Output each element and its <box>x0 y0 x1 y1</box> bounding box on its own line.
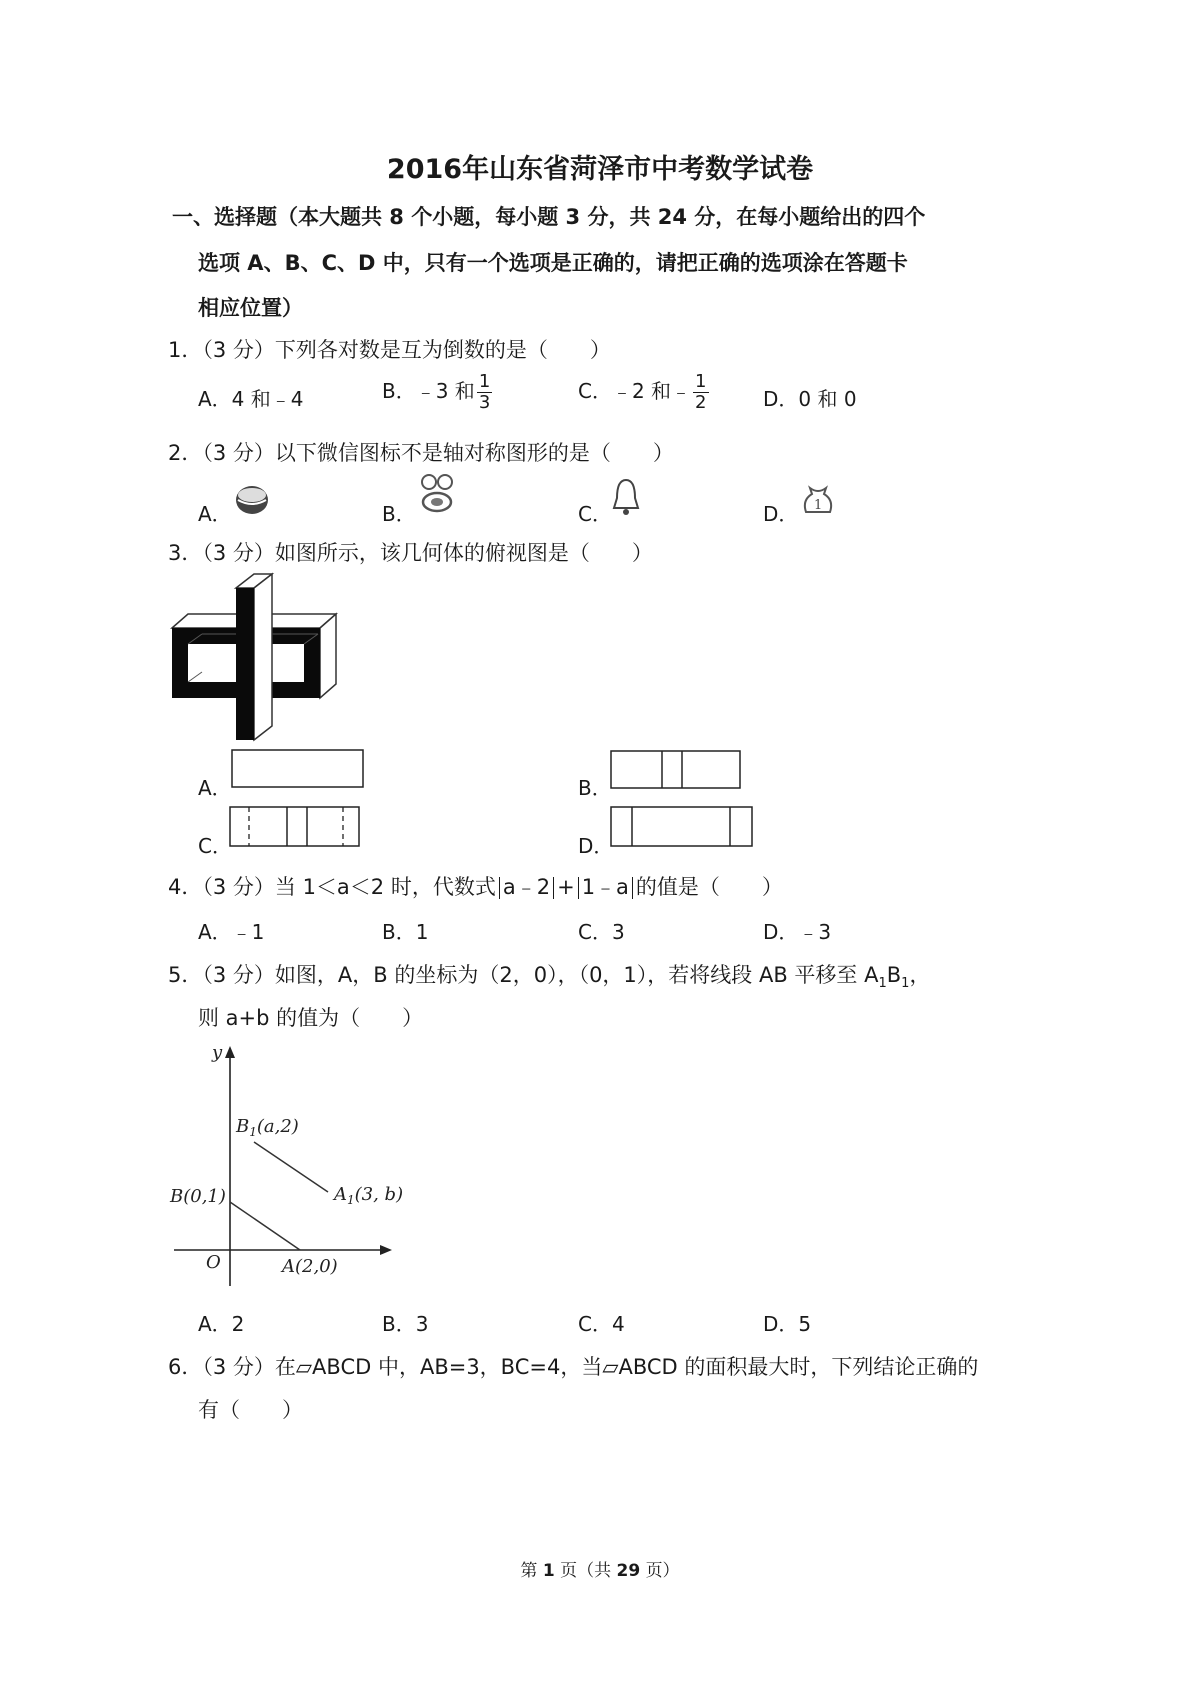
q3-option-a-view <box>231 749 365 789</box>
q2-option-c: C． <box>578 502 612 526</box>
footer-pre: 第 <box>520 1561 538 1581</box>
footer-total-pages: 29 <box>616 1561 641 1581</box>
footer-post: 页） <box>645 1561 680 1581</box>
q1-option-c <box>578 372 709 413</box>
abs-bar <box>553 877 554 899</box>
q1-option-d: D．0 和 0 <box>763 387 857 411</box>
q4-abs-2: 1﹣a <box>581 875 629 899</box>
section-heading-line1: 一、选择题（本大题共 8 个小题，每小题 3 分，共 24 分，在每小题给出的四个 <box>172 205 926 229</box>
y-axis-arrow-icon <box>225 1046 235 1058</box>
q2-option-b: B． <box>382 502 416 526</box>
q4-option-b: B．1 <box>382 920 429 944</box>
q4-stem-post: 的值是（ ） <box>635 875 783 899</box>
q5-option-b: B．3 <box>382 1312 429 1336</box>
q5-stem-line1 <box>168 959 930 991</box>
b1-label: $B_1(a,2)$ <box>236 1116 299 1139</box>
q5-stem-mid: B <box>886 963 902 987</box>
origin-label: O <box>206 1252 221 1273</box>
q1-option-b-fraction <box>477 372 492 413</box>
q3-option-d: D． <box>578 834 614 858</box>
a1-label: $A_1(3$, b) <box>334 1184 404 1207</box>
section-heading-line3: 相应位置） <box>198 296 303 320</box>
segment-ab <box>230 1202 300 1250</box>
wechat-coin-bag-icon <box>800 482 836 518</box>
q2-option-d: D． <box>763 502 799 526</box>
q5-sub-1: 1 <box>878 976 887 992</box>
q3-option-c-view <box>229 806 361 848</box>
q5-coordinate-graph <box>166 1036 426 1296</box>
q5-stem-comma: ， <box>909 963 931 987</box>
q3-option-b-view <box>610 750 742 790</box>
q1-option-c-prefix: C．﹣2 和﹣ <box>578 379 692 403</box>
q4-plus: + <box>557 875 575 899</box>
q3-solid-figure <box>168 572 340 744</box>
footer-mid: 页（共 <box>560 1561 612 1581</box>
q3-option-d-view <box>610 806 754 848</box>
q1-option-c-fraction <box>693 372 708 413</box>
svg-text:1: 1 <box>814 498 823 513</box>
q4-option-c: C．3 <box>578 920 625 944</box>
fraction-denominator: 2 <box>695 392 707 413</box>
q4-stem <box>168 871 783 901</box>
y-axis-label: y <box>212 1042 223 1063</box>
q4-option-a: A．﹣1 <box>198 920 265 944</box>
wechat-bottle-icon <box>414 470 460 516</box>
abs-bar <box>578 877 579 899</box>
q1-option-b <box>382 372 492 413</box>
footer-page-number: 1 <box>542 1561 555 1581</box>
q6-stem-line1: 6．（3 分）在▱ABCD 中，AB=3，BC=4，当▱ABCD 的面积最大时，下列结论正确的 <box>168 1355 979 1379</box>
q3-option-c: C． <box>198 834 232 858</box>
q3-option-a: A． <box>198 776 232 800</box>
q2-option-a: A． <box>198 502 232 526</box>
q1-option-b-prefix: B．﹣3 和 <box>382 379 475 403</box>
fraction-numerator: 1 <box>478 371 491 392</box>
a-label: A(2,0) <box>282 1256 338 1277</box>
q3-stem: 3．（3 分）如图所示，该几何体的俯视图是（ ） <box>168 541 653 565</box>
fraction-numerator: 1 <box>695 371 707 392</box>
q5-sub-2: 1 <box>901 976 910 992</box>
q5-option-d: D．5 <box>763 1312 812 1336</box>
q3-option-b: B． <box>578 776 612 800</box>
abs-bar <box>499 877 500 899</box>
wechat-ball-icon <box>232 480 272 518</box>
q2-stem: 2．（3 分）以下微信图标不是轴对称图形的是（ ） <box>168 441 674 465</box>
abs-bar <box>632 877 633 899</box>
page-footer <box>0 1556 1200 1581</box>
q4-option-d: D．﹣3 <box>763 920 832 944</box>
q5-stem-line2: 则 a+b 的值为（ ） <box>198 1006 424 1030</box>
segment-a1b1 <box>254 1142 328 1192</box>
q5-stem-pre: 5．（3 分）如图，A，B 的坐标为（2，0），（0，1），若将线段 AB 平移至 A <box>168 963 879 987</box>
q4-stem-pre: 4．（3 分）当 1＜a＜2 时，代数式 <box>168 875 496 899</box>
b-label: B(0,1) <box>170 1186 226 1207</box>
q5-option-c: C．4 <box>578 1312 625 1336</box>
q4-abs-1: a﹣2 <box>502 875 551 899</box>
q1-stem: 1．（3 分）下列各对数是互为倒数的是（ ） <box>168 338 611 362</box>
q6-stem-line2: 有（ ） <box>198 1398 303 1422</box>
wechat-bell-icon <box>608 476 644 518</box>
q1-option-a: A．4 和﹣4 <box>198 387 304 411</box>
q5-option-a: A．2 <box>198 1312 245 1336</box>
x-axis-arrow-icon <box>380 1245 392 1255</box>
fraction-denominator: 3 <box>478 392 491 413</box>
section-heading-line2: 选项 A、B、C、D 中，只有一个选项是正确的，请把正确的选项涂在答题卡 <box>198 251 908 275</box>
page-title: 2016年山东省菏泽市中考数学试卷 <box>386 154 814 185</box>
